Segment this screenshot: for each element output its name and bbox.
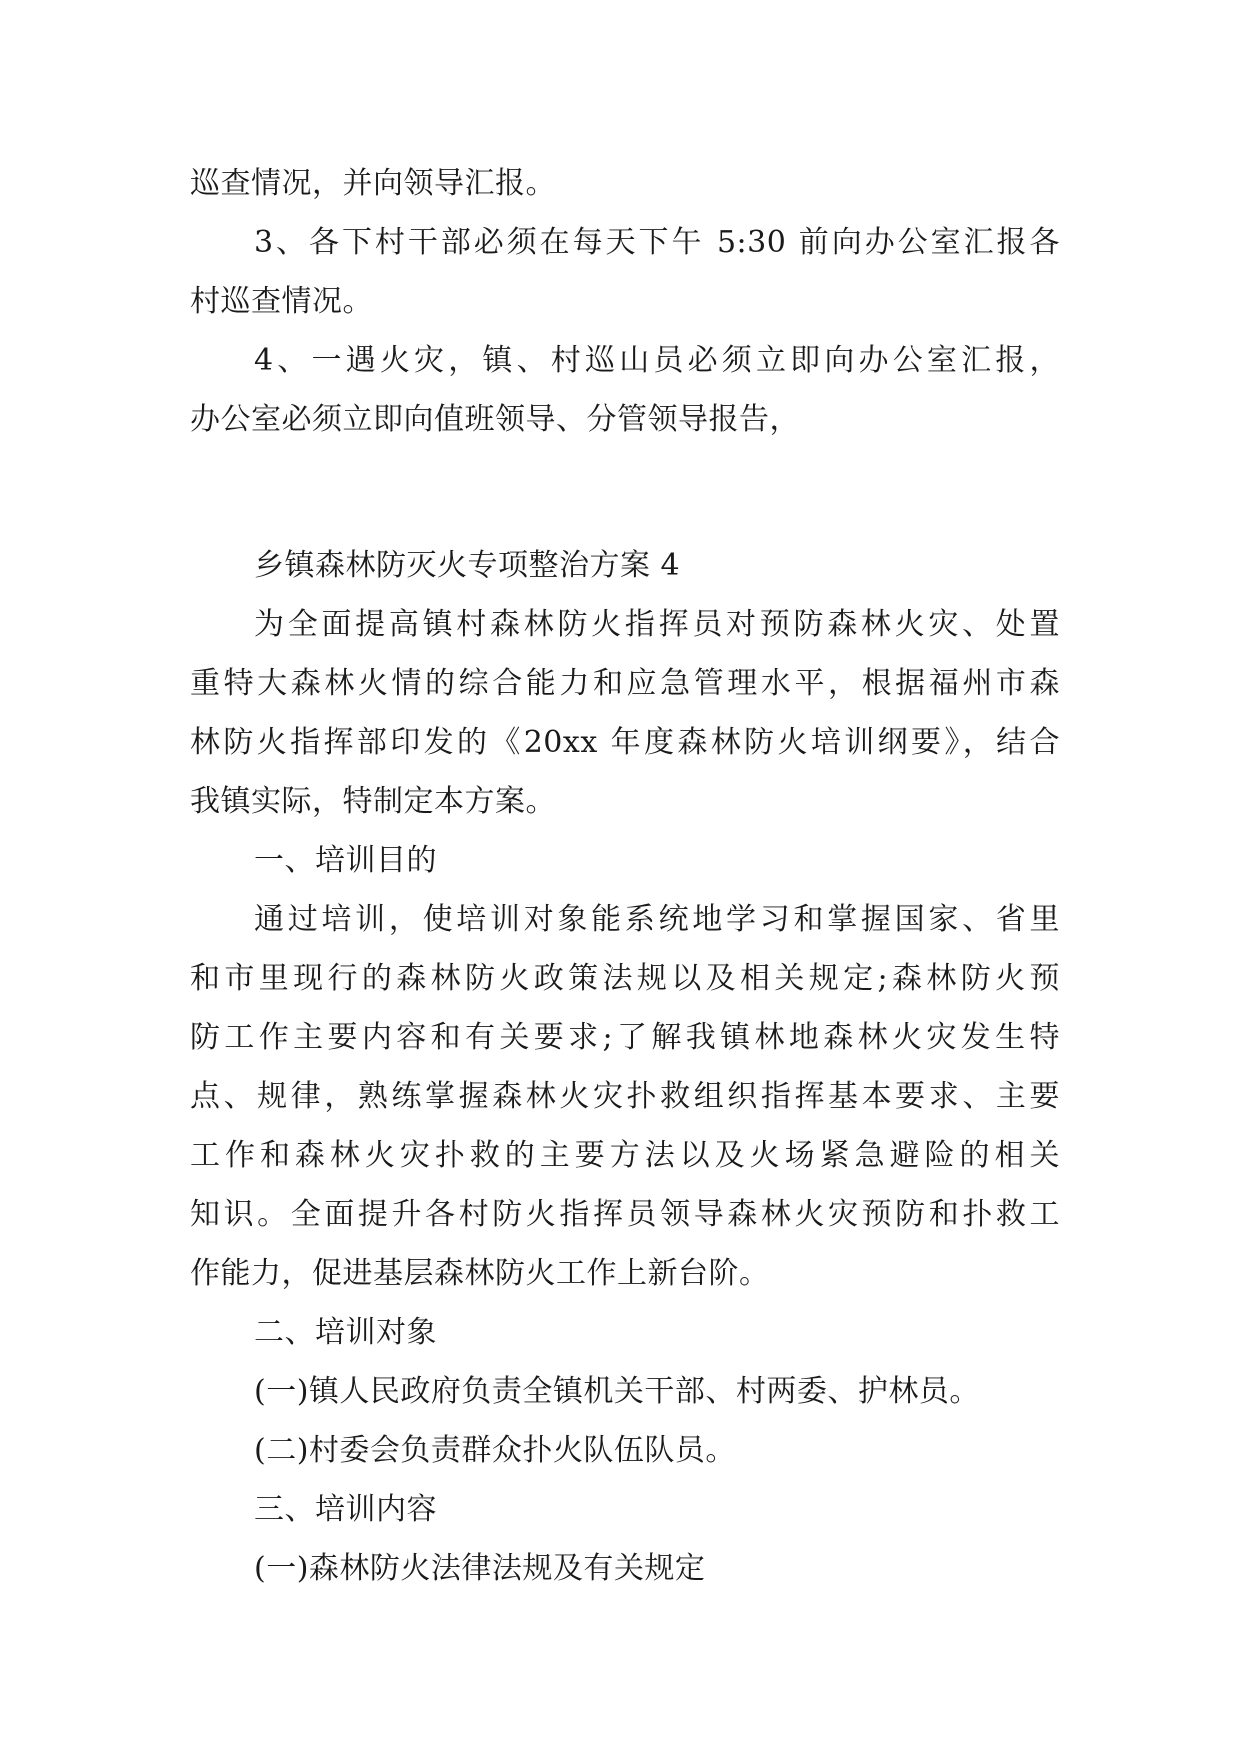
paragraph-line: 点、规律，熟练掌握森林火灾扑救组织指挥基本要求、主要 [190, 1079, 1060, 1114]
paragraph-line: 知识。全面提升各村防火指挥员领导森林火灾预防和扑救工 [190, 1197, 1060, 1232]
paragraph-line: 作能力，促进基层森林防火工作上新台阶。 [190, 1256, 770, 1291]
paragraph-line: 工作和森林火灾扑救的主要方法以及火场紧急避险的相关 [190, 1138, 1060, 1173]
section-spacer [190, 449, 1060, 536]
paragraph-line: 防工作主要内容和有关要求;了解我镇林地森林火灾发生特 [190, 1020, 1060, 1055]
list-item: (二)村委会负责群众扑火队伍队员。 [254, 1433, 736, 1468]
list-item: (一)森林防火法律法规及有关规定 [254, 1551, 706, 1586]
paragraph-line: 村巡查情况。 [190, 284, 373, 319]
paragraph-line: 巡查情况，并向领导汇报。 [190, 166, 556, 201]
paragraph-line: 和市里现行的森林防火政策法规以及相关规定;森林防火预 [190, 961, 1060, 996]
section-heading: 一、培训目的 [254, 843, 437, 878]
paragraph-line: 办公室必须立即向值班领导、分管领导报告， [190, 402, 800, 437]
paragraph-line: 为全面提高镇村森林防火指挥员对预防森林火灾、处置 [254, 607, 1060, 642]
paragraph-line: 4、一遇火灾，镇、村巡山员必须立即向办公室汇报， [254, 343, 1060, 378]
paragraph-line: 3、各下村干部必须在每天下午 5:30 前向办公室汇报各 [254, 225, 1060, 260]
paragraph-line: 重特大森林火情的综合能力和应急管理水平，根据福州市森 [190, 666, 1060, 701]
document-body [190, 154, 1060, 1598]
paragraph-line: 林防火指挥部印发的《20xx 年度森林防火培训纲要》，结合 [190, 725, 1060, 760]
list-item: (一)镇人民政府负责全镇机关干部、村两委、护林员。 [254, 1374, 980, 1409]
section-title: 乡镇森林防灭火专项整治方案 4 [254, 548, 681, 583]
paragraph-line: 我镇实际，特制定本方案。 [190, 784, 556, 819]
section-heading: 二、培训对象 [254, 1315, 437, 1350]
section-heading: 三、培训内容 [254, 1492, 437, 1527]
paragraph-line: 通过培训，使培训对象能系统地学习和掌握国家、省里 [254, 902, 1060, 937]
